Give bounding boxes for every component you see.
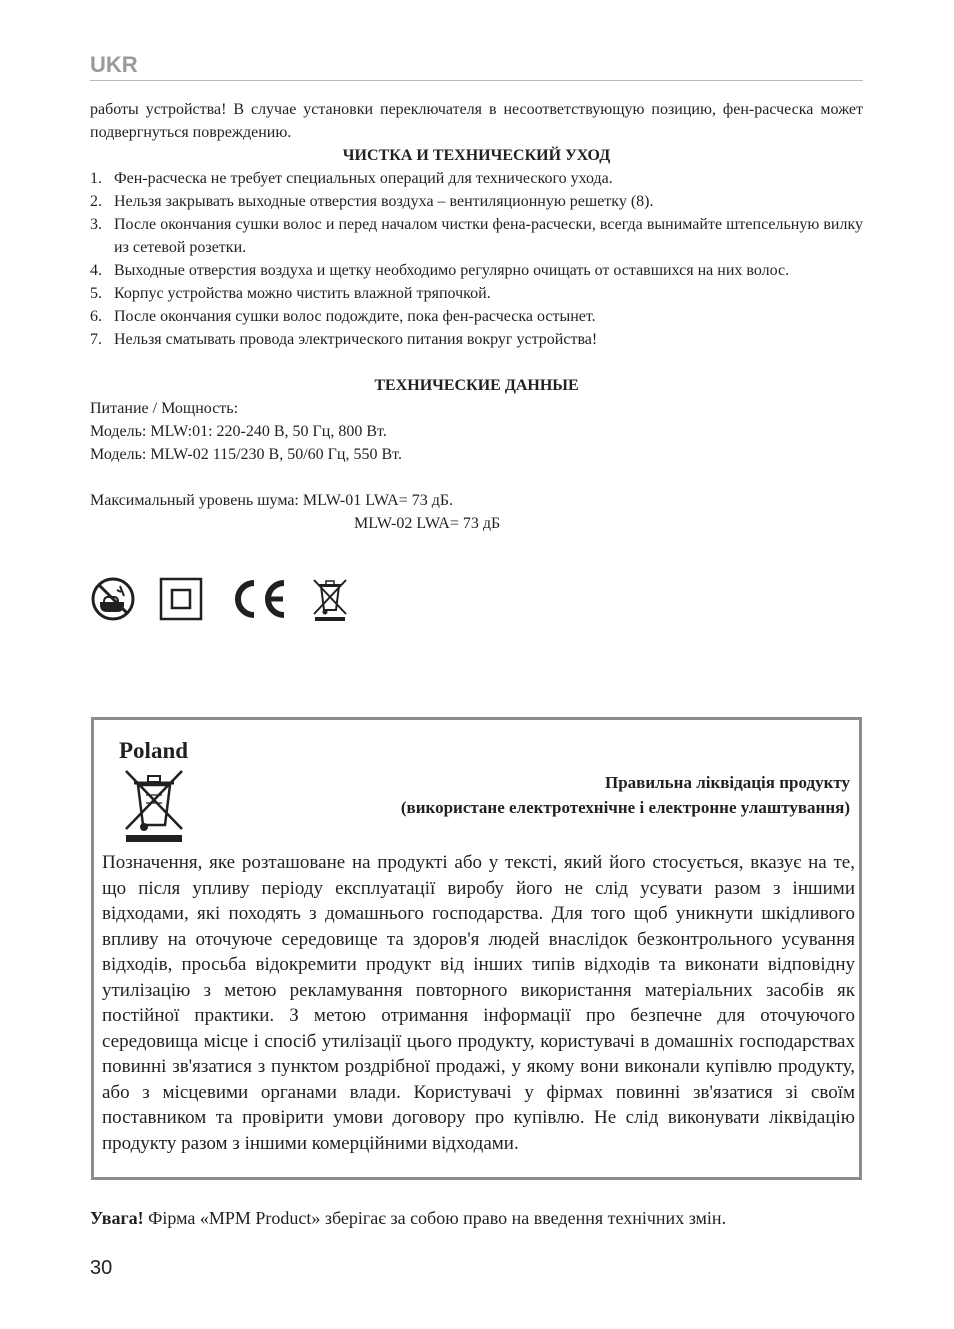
list-item: 7. Нельзя сматывать провода электрического питания вокруг устройства!: [90, 331, 598, 348]
main-content: [90, 98, 863, 535]
list-item: 5. Корпус устройства можно чистить влажной тряпочкой.: [90, 285, 491, 302]
ce-mark-icon: [226, 576, 288, 627]
language-code: UKR: [90, 52, 138, 77]
model-1-spec: Модель: MLW:01: 220-240 В, 50 Гц, 800 Вт.: [90, 423, 387, 440]
list-item: 3. После окончания сушки волос и перед началом чистки фена-расчески, всегда вынимайте штепсельную вилку из сетевой розетки.: [90, 216, 863, 256]
list-item: 1. Фен-расческа не требует специальных операций для технического ухода.: [90, 170, 613, 187]
weee-bin-icon: [310, 576, 350, 627]
disposal-box: [91, 717, 862, 1180]
warning-label: Увага!: [90, 1208, 144, 1228]
list-item: 2. Нельзя закрывать выходные отверстия воздуха – вентиляционную решетку (8).: [90, 193, 654, 210]
disposal-body: Позначення, яке розташоване на продукті або у тексті, який його стосується, вказує на те, що після упливу періоду експлуатації виробу його не слід усувати разом з іншими відходами, які походять з домашнього господарства. Для того щоб уникнути шкідливого впливу на оточуюче середовище та здоров'я людей внаслідок безконтрольного усування відходів, просьба відокремити продукт від інших типів відходів та виконати відповідну утилізацію з метою рекламування повторного використання матеріальних засобів як постійної практики. З метою отримання інформації про безпечне для оточуючого середовища місце і спосіб утилізації цього продукту, користувачі в домашніх господарствах повинні зв'язатися з пунктом роздрібної продажі, у якому вони виконали купівлю продукту, або з місцевими органами влади. Користувачі у фірмах повинні зв'язатися зі своїм поставником та провірити умови договору про купівлю. Не слід виконувати ліквідацію продукту разом з іншими комерційними відходами.: [102, 852, 855, 1154]
intro-paragraph: работы устройства! В случае установки переключателя в несоответствующую позицию, фен-расческа может подвергнуться повреждению.: [90, 101, 863, 141]
country-label: Poland: [119, 738, 189, 763]
specs-heading: ТЕХНИЧЕСКИЕ ДАННЫЕ: [374, 377, 579, 394]
page-number: 30: [90, 1257, 113, 1279]
footer-note: [90, 1208, 863, 1229]
list-item: 6. После окончания сушки волос подождите, пока фен-расческа остынет.: [90, 308, 596, 325]
noise-level-2: MLW-02 LWA= 73 дБ: [354, 515, 501, 532]
safety-icons: [90, 578, 372, 624]
power-label: Питание / Мощность:: [90, 400, 239, 417]
cleaning-heading: ЧИСТКА И ТЕХНИЧЕСКИЙ УХОД: [342, 147, 611, 164]
no-bath-icon: [90, 576, 136, 627]
cleaning-list: [90, 167, 863, 351]
warning-text: Фірма «MPM Product» зберігає за собою право на введення технічних змін.: [148, 1208, 727, 1228]
double-insulation-icon: [158, 576, 204, 627]
disposal-title: Правильна ліквідація продукту (використане електротехнічне і електронне улаштування): [400, 773, 850, 817]
weee-bin-icon: [122, 767, 188, 848]
noise-level-1: Максимальный уровень шума: MLW-01 LWA= 73 дБ.: [90, 492, 454, 509]
list-item: 4. Выходные отверстия воздуха и щетку необходимо регулярно очищать от оставшихся на них волос.: [90, 262, 790, 279]
model-2-spec: Модель: MLW-02 115/230 В, 50/60 Гц, 550 Вт.: [90, 446, 402, 463]
header-rule: [90, 80, 863, 81]
